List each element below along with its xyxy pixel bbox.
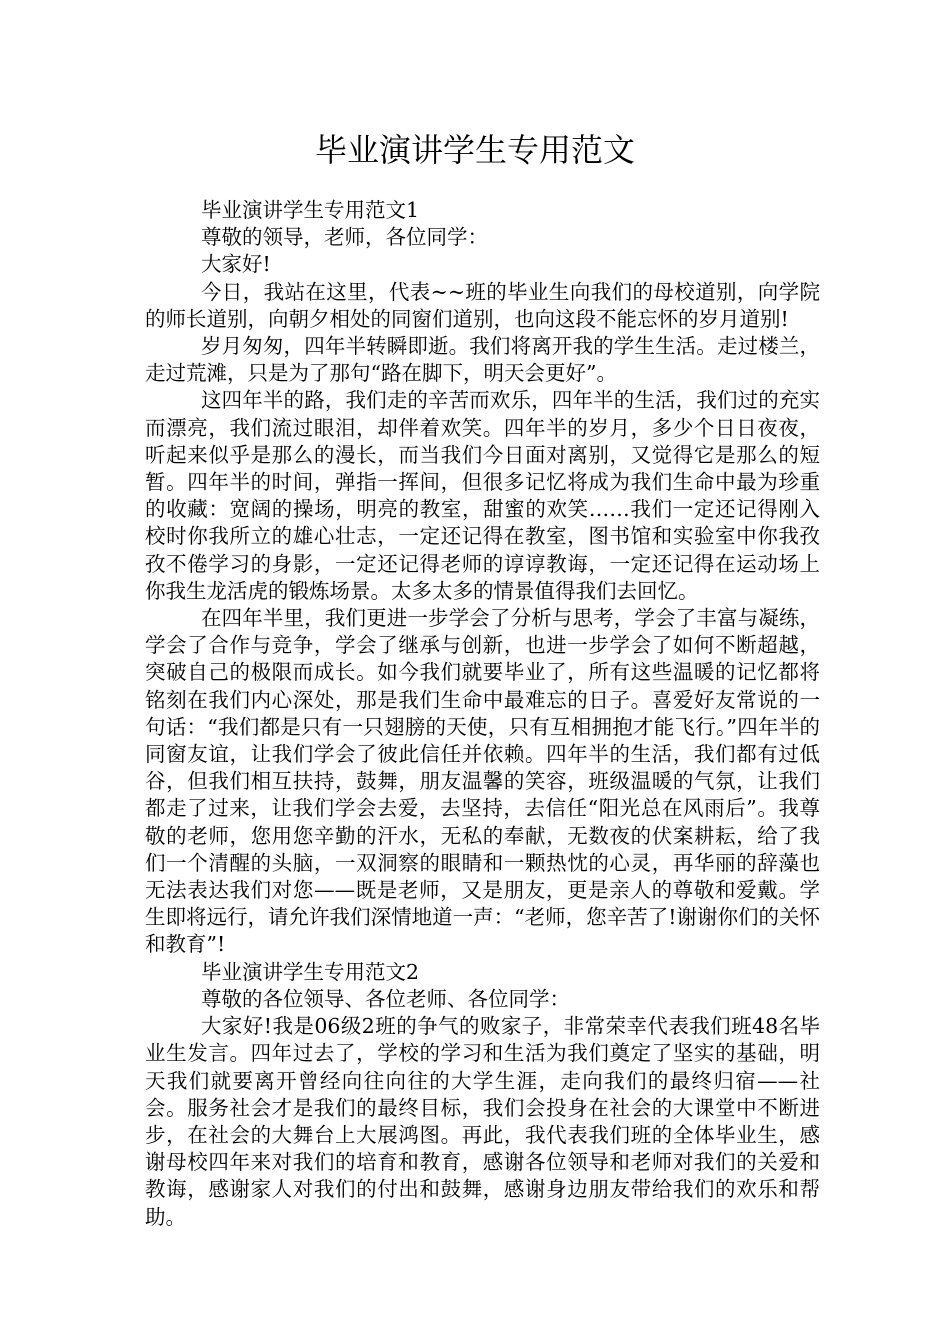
paragraph-memories: 这四年半的路，我们走的辛苦而欢乐，四年半的生活，我们过的充实而漂亮，我们流过眼泪，却伴着欢笑。四年半的岁月，多少个日日夜夜，听起来似乎是那么的漫长，而当我们今日面对离别，又觉得它是那么的短暂。四年半的时间，弹指一挥间，但很多记忆将成为我们生命中最为珍重的收藏：宽阔的操场，明亮的教室，甜蜜的欢笑……我们一定还记得刚入校时你我所立的雄心壮志，一定还记得在教室，图书馆和实验室中你我孜孜不倦学习的身影，一定还记得老师的谆谆教诲，一定还记得在运动场上你我生龙活虎的锻炼场景。太多太多的情景值得我们去回忆。 — [145, 388, 820, 603]
paragraph-years-passing: 岁月匆匆，四年半转瞬即逝。我们将离开我的学生生活。走过楼兰，走过荒滩，只是为了那句“路在脚下，明天会更好”。 — [145, 334, 820, 386]
document-body — [145, 197, 820, 1231]
paragraph-salutation-2: 尊敬的各位领导、各位老师、各位同学： — [201, 986, 570, 1011]
paragraph-growth-and-thanks: 在四年半里，我们更进一步学会了分析与思考，学会了丰富与凝练，学会了合作与竞争，学会了继承与创新，也进一步学会了如何不断超越，突破自己的极限而成长。如今我们就要毕业了，所有这些温暖的记忆都将铭刻在我们内心深处，那是我们生命中最难忘的日子。喜爱好友常说的一句话：“我们都是只有一只翅膀的天使，只有互相拥抱才能飞行。”四年半的同窗友谊，让我们学会了彼此信任并依赖。四年半的生活，我们都有过低谷，但我们相互扶持，鼓舞，朋友温馨的笑容，班级温暖的气氛，让我们都走了过来，让我们学会去爱，去坚持，去信任“阳光总在风雨后”。我尊敬的老师，您用您辛勤的汗水，无私的奉献，无数夜的伏案耕耘，给了我们一个清醒的头脑，一双洞察的眼睛和一颗热忱的心灵，再华丽的辞藻也无法表达我们对您——既是老师，又是朋友，更是亲人的尊敬和爱戴。学生即将远行，请允许我们深情地道一声：“老师，您辛苦了!谢谢你们的关怀和教育”! — [145, 606, 820, 957]
paragraph-salutation-1: 尊敬的领导，老师，各位同学： — [201, 225, 488, 250]
paragraph-speech-2: 大家好!我是06级2班的争气的败家子，非常荣幸代表我们班48名毕业生发言。四年过去了，学校的学习和生活为我们奠定了坚实的基础，明天我们就要离开曾经向往向往的大学生涯，走向我们的最终归宿——社会。服务社会才是我们的最终目标，我们会投身在社会的大课堂中不断进步，在社会的大舞台上大展鸿图。再此，我代表我们班的全体毕业生，感谢母校四年来对我们的培育和教育，感谢各位领导和老师对我们的关爱和教诲，感谢家人对我们的付出和鼓舞，感谢身边朋友带给我们的欢乐和帮助。 — [145, 1014, 820, 1229]
paragraph-section-heading-1: 毕业演讲学生专用范文1 — [201, 198, 420, 222]
document-title: 毕业演讲学生专用范文 — [314, 131, 635, 169]
paragraph-section-heading-2: 毕业演讲学生专用范文2 — [201, 959, 420, 984]
paragraph-farewell: 今日，我站在这里，代表~~班的毕业生向我们的母校道别，向学院的师长道别，向朝夕相处的同窗们道别，也向这段不能忘怀的岁月道别! — [145, 279, 820, 331]
paragraph-greeting-1: 大家好! — [201, 252, 271, 277]
